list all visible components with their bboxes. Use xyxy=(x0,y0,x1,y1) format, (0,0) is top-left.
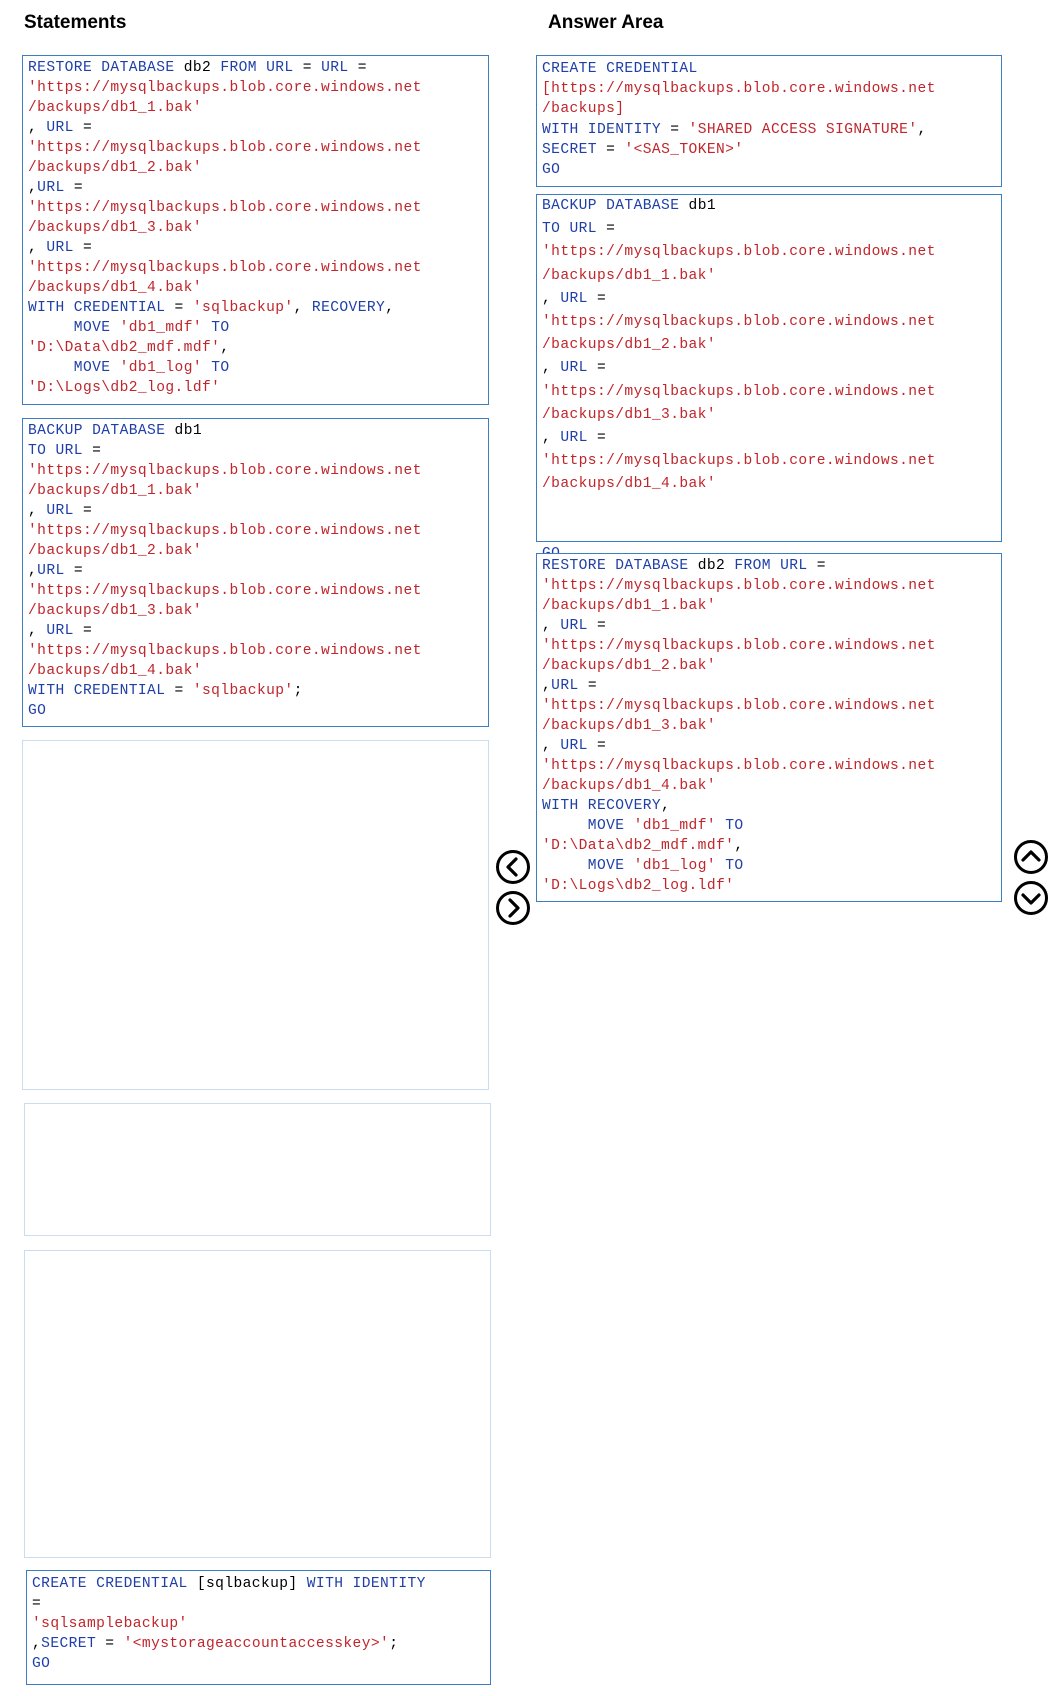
code-line xyxy=(28,60,367,76)
code-line xyxy=(28,220,202,236)
code-text xyxy=(28,360,74,376)
code-keyword: FROM URL xyxy=(734,558,808,574)
code-keyword: RESTORE DATABASE xyxy=(542,558,689,574)
code-line xyxy=(28,463,422,479)
code-line xyxy=(542,558,826,574)
code-text: , xyxy=(542,678,552,694)
code-keyword: GO xyxy=(542,162,561,179)
code-string: /backups/db1_2.bak' xyxy=(542,658,716,674)
code-string: /backups/db1_2.bak' xyxy=(28,543,202,559)
code-string: 'db1_log' xyxy=(119,360,203,376)
code-keyword: URL xyxy=(46,240,74,256)
code-line xyxy=(542,523,551,539)
code-string: /backups/db1_3.bak' xyxy=(542,718,716,734)
code-line xyxy=(28,100,202,116)
code-string: 'db1_mdf' xyxy=(119,320,203,336)
move-left-button[interactable] xyxy=(496,850,530,884)
arrow-right-icon xyxy=(499,894,527,922)
code-line xyxy=(32,1616,188,1632)
code-string: 'https://mysqlbackups.blob.core.windows.net xyxy=(28,583,422,599)
code-text: , xyxy=(385,300,395,316)
code-line xyxy=(542,384,936,400)
code-line xyxy=(28,583,422,599)
statement-backup-db1-with-credential[interactable] xyxy=(22,418,489,727)
code-text xyxy=(542,523,551,539)
code-keyword: URL xyxy=(321,60,349,76)
code-keyword: TO xyxy=(725,818,744,834)
code-string: /backups/db1_4.bak' xyxy=(542,778,716,794)
answer-code xyxy=(537,554,1001,896)
code-line xyxy=(28,703,46,719)
code-line xyxy=(28,280,202,296)
code-keyword: URL xyxy=(560,618,588,634)
code-text: , xyxy=(661,798,671,814)
code-text: = xyxy=(82,443,102,459)
code-text: = xyxy=(64,563,83,579)
code-line xyxy=(542,718,716,734)
code-keyword: MOVE xyxy=(73,360,111,376)
code-line xyxy=(542,291,606,307)
code-keyword: URL xyxy=(560,430,588,447)
code-text: db1 xyxy=(679,198,717,214)
code-line xyxy=(542,658,716,674)
code-text: ; xyxy=(293,683,303,699)
code-line xyxy=(28,423,202,439)
code-string: '<mystorageaccountaccesskey>' xyxy=(123,1636,390,1652)
code-text: = xyxy=(596,221,616,238)
code-text xyxy=(624,818,633,834)
code-text: db2 xyxy=(174,60,221,76)
code-text: = xyxy=(73,623,93,639)
code-string: [https://mysqlbackups.blob.core.windows.net xyxy=(542,81,936,98)
code-string: 'SHARED ACCESS SIGNATURE' xyxy=(688,121,918,138)
code-keyword: TO URL xyxy=(28,443,83,459)
code-text xyxy=(28,320,74,336)
code-text: , xyxy=(542,360,561,377)
code-text xyxy=(624,858,633,874)
code-string: 'https://mysqlbackups.blob.core.windows.net xyxy=(28,140,422,156)
code-text: , xyxy=(542,618,561,634)
code-line xyxy=(28,180,83,196)
code-string: 'https://mysqlbackups.blob.core.windows.net xyxy=(28,523,422,539)
arrow-up-icon xyxy=(1017,843,1045,871)
code-string: 'https://mysqlbackups.blob.core.windows.net xyxy=(542,698,936,714)
code-text: , xyxy=(28,120,47,136)
code-keyword: MOVE xyxy=(587,818,625,834)
code-text: = xyxy=(807,558,826,574)
code-string: 'https://mysqlbackups.blob.core.windows.net xyxy=(542,453,936,470)
code-text xyxy=(542,818,588,834)
code-line xyxy=(542,778,716,794)
code-text: , xyxy=(542,290,561,307)
arrow-left-icon xyxy=(499,853,527,881)
code-string: 'sqlbackup' xyxy=(192,300,294,316)
code-string: 'db1_log' xyxy=(633,858,717,874)
answer-code xyxy=(537,195,1001,566)
code-line xyxy=(542,314,936,330)
code-text: , xyxy=(542,430,561,447)
answer-create-credential-sas[interactable] xyxy=(536,55,1002,187)
code-text: ; xyxy=(389,1636,399,1652)
code-line xyxy=(542,198,716,214)
code-keyword: FROM URL xyxy=(220,60,294,76)
code-line xyxy=(32,1596,41,1612)
statement-code xyxy=(23,56,488,398)
code-line xyxy=(28,360,230,376)
code-text: = xyxy=(96,1636,124,1652)
code-line xyxy=(28,340,229,356)
code-line xyxy=(542,122,927,138)
code-line xyxy=(32,1656,50,1672)
statements-heading: Statements xyxy=(24,12,127,33)
code-string: /backups] xyxy=(542,101,625,118)
code-keyword: TO xyxy=(725,858,744,874)
code-keyword: MOVE xyxy=(587,858,625,874)
code-text xyxy=(202,320,211,336)
code-string: /backups/db1_1.bak' xyxy=(542,598,716,614)
code-keyword: WITH CREDENTIAL xyxy=(28,683,166,699)
code-keyword: URL xyxy=(560,738,588,754)
code-line xyxy=(28,443,101,459)
code-keyword: RESTORE DATABASE xyxy=(28,60,175,76)
code-text: , xyxy=(917,121,927,138)
code-text xyxy=(110,360,119,376)
code-line xyxy=(28,663,202,679)
code-keyword: WITH RECOVERY xyxy=(542,798,662,814)
code-line xyxy=(542,407,716,423)
code-line xyxy=(542,878,734,894)
code-string: 'https://mysqlbackups.blob.core.windows.net xyxy=(28,463,422,479)
code-line xyxy=(28,603,202,619)
code-keyword: TO URL xyxy=(542,221,597,238)
code-line xyxy=(542,638,936,654)
code-line xyxy=(28,200,422,216)
code-line xyxy=(542,360,606,376)
code-text: = xyxy=(596,141,625,158)
code-line xyxy=(542,578,936,594)
move-down-button[interactable] xyxy=(1014,881,1048,915)
code-text: = xyxy=(165,683,193,699)
code-line xyxy=(542,268,716,284)
code-string: /backups/db1_1.bak' xyxy=(542,267,716,284)
code-line xyxy=(28,483,202,499)
code-string: '<SAS_TOKEN>' xyxy=(624,141,744,158)
code-keyword: TO xyxy=(211,320,230,336)
code-text: , xyxy=(28,240,47,256)
code-line xyxy=(28,623,92,639)
empty-statement-slot xyxy=(24,1250,491,1558)
code-text: = xyxy=(661,121,689,138)
code-line xyxy=(28,543,202,559)
code-line xyxy=(28,120,92,136)
code-text: = xyxy=(73,240,93,256)
code-line xyxy=(28,523,422,539)
code-line xyxy=(542,818,744,834)
code-line xyxy=(32,1636,398,1652)
code-string: /backups/db1_3.bak' xyxy=(28,220,202,236)
code-text xyxy=(202,360,211,376)
code-text xyxy=(542,500,551,516)
code-string: /backups/db1_4.bak' xyxy=(28,280,202,296)
code-line xyxy=(542,858,744,874)
code-text: , xyxy=(28,563,38,579)
code-line xyxy=(28,563,83,579)
code-text: = xyxy=(587,360,607,377)
code-line xyxy=(542,244,936,260)
code-string: 'db1_mdf' xyxy=(633,818,717,834)
code-text: db2 xyxy=(688,558,735,574)
statement-create-credential-sqlbackup[interactable] xyxy=(26,1570,491,1685)
move-right-button[interactable] xyxy=(496,891,530,925)
code-keyword: URL xyxy=(560,290,588,307)
answer-backup-db1[interactable] xyxy=(536,194,1002,542)
code-keyword: TO xyxy=(211,360,230,376)
code-line xyxy=(28,683,303,699)
code-line xyxy=(28,260,422,276)
code-line xyxy=(542,81,936,97)
code-line xyxy=(28,80,422,96)
code-keyword: SECRET xyxy=(41,1636,97,1652)
code-text: = xyxy=(293,60,322,76)
code-string: 'D:\Data\db2_mdf.mdf' xyxy=(542,838,735,854)
arrow-down-icon xyxy=(1017,884,1045,912)
code-line xyxy=(28,240,92,256)
code-line xyxy=(542,618,606,634)
code-string: 'https://mysqlbackups.blob.core.windows.net xyxy=(28,200,422,216)
code-keyword: WITH IDENTITY xyxy=(542,121,662,138)
code-text: = xyxy=(73,503,93,519)
code-line xyxy=(542,758,936,774)
code-line xyxy=(542,162,560,178)
code-text: = xyxy=(32,1596,42,1612)
code-string: 'D:\Logs\db2_log.ldf' xyxy=(542,878,735,894)
code-keyword: URL xyxy=(551,678,579,694)
code-text xyxy=(716,858,725,874)
code-line xyxy=(542,678,597,694)
answer-restore-db2[interactable] xyxy=(536,553,1002,902)
code-keyword: GO xyxy=(28,703,47,719)
code-line xyxy=(542,598,716,614)
code-line xyxy=(542,221,615,237)
code-keyword: URL xyxy=(37,180,65,196)
code-string: 'D:\Data\db2_mdf.mdf' xyxy=(28,340,221,356)
code-text: , xyxy=(220,340,230,356)
code-keyword: CREATE CREDENTIAL xyxy=(32,1576,188,1592)
code-string: /backups/db1_4.bak' xyxy=(28,663,202,679)
code-line xyxy=(28,160,202,176)
code-string: 'https://mysqlbackups.blob.core.windows.net xyxy=(28,80,422,96)
code-string: 'https://mysqlbackups.blob.core.windows.net xyxy=(28,643,422,659)
code-keyword: URL xyxy=(46,623,74,639)
code-text: , xyxy=(28,180,38,196)
code-text: = xyxy=(165,300,193,316)
code-string: /backups/db1_3.bak' xyxy=(542,406,716,423)
answer-code xyxy=(537,56,1001,180)
code-string: 'https://mysqlbackups.blob.core.windows.net xyxy=(542,638,936,654)
code-text: = xyxy=(578,678,597,694)
code-string: 'https://mysqlbackups.blob.core.windows.net xyxy=(542,383,936,400)
code-keyword: RECOVERY xyxy=(311,300,386,316)
code-line xyxy=(28,300,394,316)
answer-area-heading: Answer Area xyxy=(548,12,664,33)
code-text: = xyxy=(587,618,607,634)
code-text: , xyxy=(28,503,47,519)
code-keyword: URL xyxy=(560,360,588,377)
code-text xyxy=(542,858,588,874)
code-line xyxy=(32,1576,426,1592)
code-string: 'https://mysqlbackups.blob.core.windows.net xyxy=(28,260,422,276)
code-text: = xyxy=(64,180,83,196)
code-text: = xyxy=(587,290,607,307)
code-string: /backups/db1_3.bak' xyxy=(28,603,202,619)
code-text: = xyxy=(73,120,93,136)
code-line xyxy=(28,643,422,659)
code-text: , xyxy=(542,738,561,754)
code-keyword: BACKUP DATABASE xyxy=(28,423,166,439)
code-text: db1 xyxy=(165,423,203,439)
code-text xyxy=(110,320,119,336)
code-line xyxy=(542,738,606,754)
code-keyword: CREATE CREDENTIAL xyxy=(542,61,698,77)
code-keyword: URL xyxy=(46,503,74,519)
code-text: = xyxy=(587,738,607,754)
empty-statement-slot xyxy=(22,740,489,1090)
code-keyword: URL xyxy=(46,120,74,136)
code-line xyxy=(542,337,716,353)
code-line xyxy=(28,380,220,396)
code-line xyxy=(542,838,743,854)
code-line xyxy=(28,320,230,336)
code-line xyxy=(28,503,92,519)
code-line xyxy=(542,500,551,516)
empty-statement-slot xyxy=(24,1103,491,1236)
code-line xyxy=(542,61,698,77)
code-string: /backups/db1_1.bak' xyxy=(28,100,202,116)
code-text: , xyxy=(32,1636,42,1652)
code-line xyxy=(542,142,744,158)
move-up-button[interactable] xyxy=(1014,840,1048,874)
code-string: /backups/db1_1.bak' xyxy=(28,483,202,499)
code-string: /backups/db1_4.bak' xyxy=(542,476,716,493)
code-line xyxy=(542,476,716,492)
code-string: /backups/db1_2.bak' xyxy=(28,160,202,176)
code-keyword: GO xyxy=(32,1656,51,1672)
code-keyword: WITH CREDENTIAL xyxy=(28,300,166,316)
code-line xyxy=(28,140,422,156)
code-keyword: WITH IDENTITY xyxy=(306,1576,426,1592)
code-text xyxy=(716,818,725,834)
code-text: , xyxy=(28,623,47,639)
code-keyword: MOVE xyxy=(73,320,111,336)
code-text: [sqlbackup] xyxy=(187,1576,307,1592)
code-keyword: URL xyxy=(37,563,65,579)
code-keyword: BACKUP DATABASE xyxy=(542,198,680,214)
code-string: 'https://mysqlbackups.blob.core.windows.net xyxy=(542,314,936,331)
code-text: = xyxy=(587,430,607,447)
code-string: 'sqlbackup' xyxy=(192,683,294,699)
code-line xyxy=(542,698,936,714)
code-line xyxy=(542,453,936,469)
code-line xyxy=(542,430,606,446)
code-string: 'sqlsamplebackup' xyxy=(32,1616,188,1632)
code-string: 'https://mysqlbackups.blob.core.windows.net xyxy=(542,578,936,594)
code-text: , xyxy=(734,838,744,854)
code-text: = xyxy=(348,60,367,76)
statement-code xyxy=(23,419,488,721)
code-string: 'https://mysqlbackups.blob.core.windows.net xyxy=(542,758,936,774)
code-line xyxy=(542,101,624,117)
statement-restore-db2-with-credential[interactable] xyxy=(22,55,489,405)
code-line xyxy=(542,798,670,814)
code-keyword: SECRET xyxy=(542,141,597,158)
statement-code xyxy=(27,1571,490,1674)
code-string: /backups/db1_2.bak' xyxy=(542,337,716,354)
code-string: 'https://mysqlbackups.blob.core.windows.net xyxy=(542,244,936,261)
code-text: , xyxy=(293,300,312,316)
code-string: 'D:\Logs\db2_log.ldf' xyxy=(28,380,221,396)
